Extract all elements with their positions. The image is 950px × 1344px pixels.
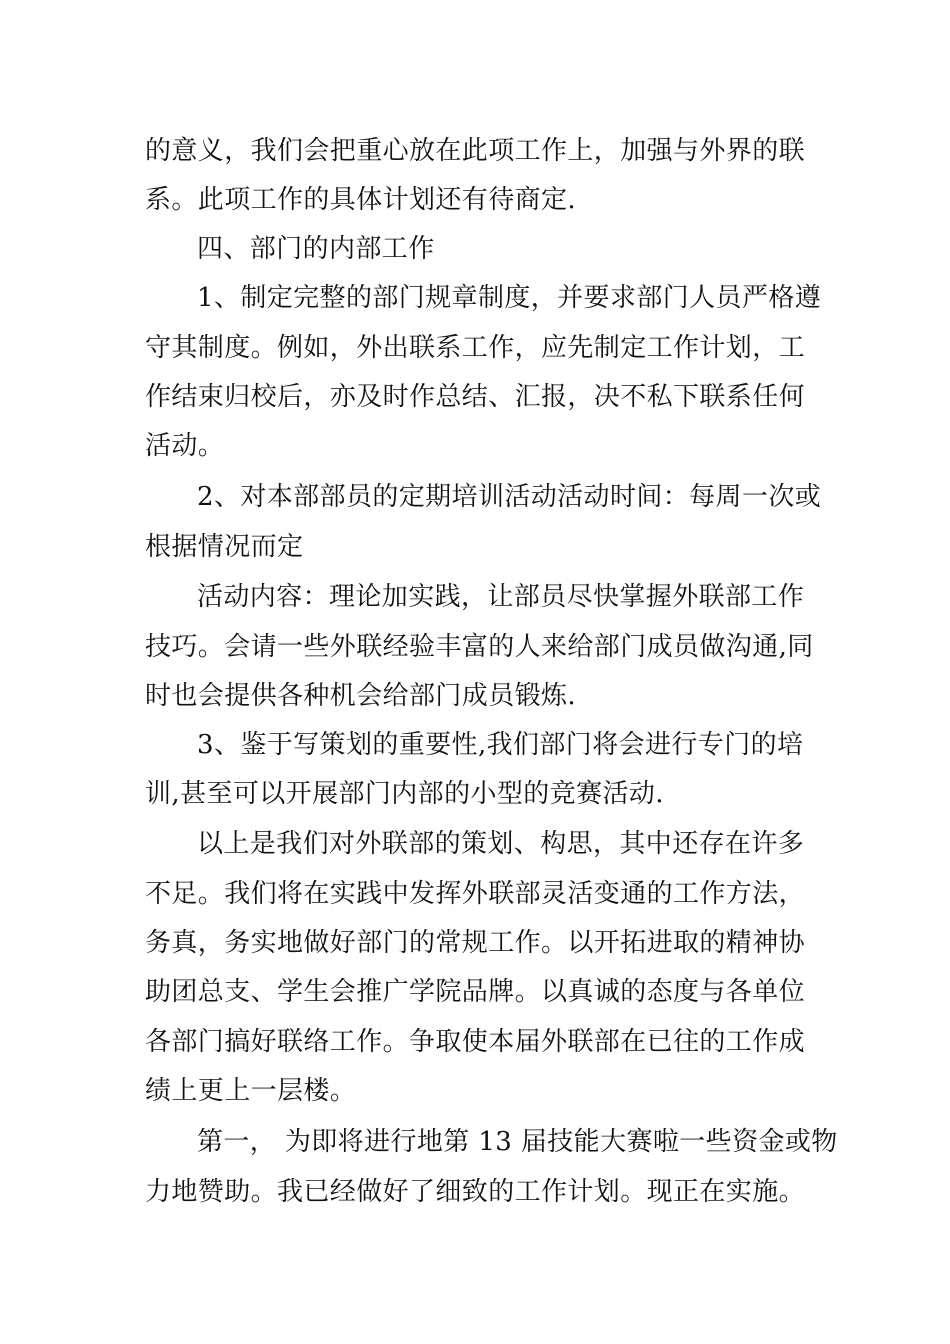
paragraph-line: 务真，务实地做好部门的常规工作。以开拓进取的精神协 <box>145 928 806 958</box>
paragraph-line: 活动内容：理论加实践，让部员尽快掌握外联部工作 <box>197 582 805 612</box>
paragraph-line: 不足。我们将在实践中发挥外联部灵活变通的工作方法， <box>145 879 806 909</box>
paragraph-line: 活动。 <box>145 431 225 461</box>
paragraph-line: 各部门搞好联络工作。争取使本届外联部在已往的工作成 <box>145 1027 806 1057</box>
paragraph-line: 的意义，我们会把重心放在此项工作上，加强与外界的联 <box>145 136 806 166</box>
paragraph-line: 时也会提供各种机会给部门成员锻炼. <box>145 681 577 711</box>
paragraph-line: 根据情况而定 <box>145 532 304 562</box>
paragraph-line: 技巧。会请一些外联经验丰富的人来给部门成员做沟通,同 <box>145 632 814 662</box>
section-heading: 四、部门的内部工作 <box>197 234 435 264</box>
paragraph-line: 1、制定完整的部门规章制度，并要求部门人员严格遵 <box>197 283 822 313</box>
paragraph-line: 训,甚至可以开展部门内部的小型的竞赛活动. <box>145 779 664 809</box>
paragraph-line: 守其制度。例如，外出联系工作，应先制定工作计划，工 <box>145 333 806 363</box>
paragraph-line: 以上是我们对外联部的策划、构思，其中还存在许多 <box>197 829 805 859</box>
paragraph-line: 力地赞助。我已经做好了细致的工作计划。现正在实施。 <box>145 1177 806 1207</box>
paragraph-line: 系。此项工作的具体计划还有待商定. <box>145 185 577 215</box>
paragraph-line: 助团总支、学生会推广学院品牌。以真诚的态度与各单位 <box>145 977 806 1007</box>
paragraph-line: 第一， 为即将进行地第 13 届技能大赛啦一些资金或物 <box>197 1127 838 1157</box>
paragraph-line: 3、鉴于写策划的重要性,我们部门将会进行专门的培 <box>197 730 804 760</box>
paragraph-line: 作结束归校后，亦及时作总结、汇报，决不私下联系任何 <box>145 382 806 412</box>
paragraph-line: 绩上更上一层楼。 <box>145 1076 357 1106</box>
paragraph-line: 2、对本部部员的定期培训活动活动时间：每周一次或 <box>197 482 822 512</box>
